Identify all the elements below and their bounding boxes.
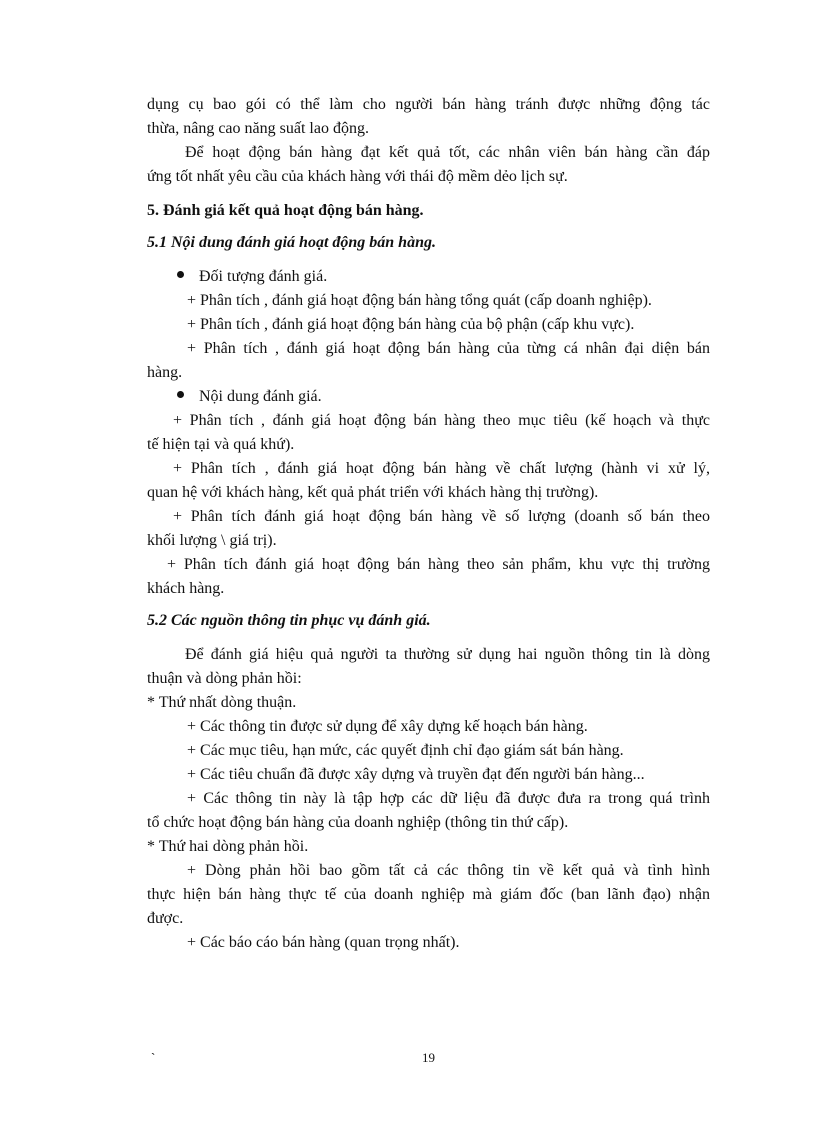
bullet-item: [147, 385, 710, 409]
page-body: [147, 93, 710, 955]
list-item-line-2: tế hiện tại và quá khứ).: [147, 436, 295, 453]
list-item-line-3: được.: [147, 910, 184, 927]
list-item-line-2: thực hiện bán hàng thực tế của doanh nghiệp mà giám đốc (ban lãnh đạo) nhận: [147, 886, 710, 903]
list-item-line-1: + Phân tích đánh giá hoạt động bán hàng về số lượng (doanh số bán theo: [173, 508, 710, 525]
intro-paragraph-2-line-2: ứng tốt nhất yêu cầu của khách hàng với thái độ mềm dẻo lịch sự.: [147, 168, 568, 185]
flow-heading-second: * Thứ hai dòng phản hồi.: [147, 838, 309, 855]
list-item-line-2: hàng.: [147, 364, 183, 381]
intro-paragraph-1-line-1: dụng cụ bao gói có thể làm cho người bán hàng tránh được những động tác: [147, 96, 710, 113]
intro-paragraph-1-line-2: thừa, nâng cao năng suất lao động.: [147, 120, 369, 137]
list-item: + Phân tích , đánh giá hoạt động bán hàng tổng quát (cấp doanh nghiệp).: [187, 292, 652, 309]
section-5-1-heading: 5.1 Nội dung đánh giá hoạt động bán hàng.: [147, 234, 436, 251]
list-item-line-1: + Phân tích đánh giá hoạt động bán hàng theo sản phẩm, khu vực thị trường: [167, 556, 710, 573]
bullet-icon: [177, 391, 184, 398]
list-item-line-1: + Phân tích , đánh giá hoạt động bán hàng của từng cá nhân đại diện bán: [187, 340, 710, 357]
list-item-line-2: quan hệ với khách hàng, kết quả phát triển với khách hàng thị trường).: [147, 484, 599, 501]
list-item-line-2: khối lượng \ giá trị).: [147, 532, 277, 549]
page-footer: [147, 1050, 710, 1074]
footer-mark: `: [151, 1050, 156, 1065]
section-5-2-heading: 5.2 Các nguồn thông tin phục vụ đánh giá.: [147, 612, 431, 629]
intro-paragraph-2-line-1: Để hoạt động bán hàng đạt kết quả tốt, các nhân viên bán hàng cần đáp: [185, 144, 710, 161]
list-item-line-1: + Phân tích , đánh giá hoạt động bán hàng theo mục tiêu (kế hoạch và thực: [173, 412, 710, 429]
flow-heading-first: * Thứ nhất dòng thuận.: [147, 694, 297, 711]
section-5-2-intro-line-2: thuận và dòng phản hồi:: [147, 670, 302, 687]
list-item-line-2: tổ chức hoạt động bán hàng của doanh nghiệp (thông tin thứ cấp).: [147, 814, 569, 831]
list-item-line-1: + Phân tích , đánh giá hoạt động bán hàng về chất lượng (hành vi xử lý,: [173, 460, 710, 477]
page-number: 19: [422, 1050, 435, 1065]
list-item: + Phân tích , đánh giá hoạt động bán hàng của bộ phận (cấp khu vực).: [187, 316, 635, 333]
bullet-item: [147, 265, 710, 289]
list-item: + Các thông tin được sử dụng để xây dựng kế hoạch bán hàng.: [187, 718, 588, 735]
list-item: + Các báo cáo bán hàng (quan trọng nhất).: [187, 934, 460, 951]
bullet-label: Nội dung đánh giá.: [199, 388, 322, 405]
list-item: + Các tiêu chuẩn đã được xây dựng và truyền đạt đến người bán hàng...: [187, 766, 645, 783]
list-item-line-1: + Các thông tin này là tập hợp các dữ liệu đã được đưa ra trong quá trình: [187, 790, 710, 807]
list-item: + Các mục tiêu, hạn mức, các quyết định chỉ đạo giám sát bán hàng.: [187, 742, 624, 759]
section-5-heading: 5. Đánh giá kết quả hoạt động bán hàng.: [147, 202, 424, 219]
list-item-line-2: khách hàng.: [147, 580, 225, 597]
bullet-icon: [177, 271, 184, 278]
bullet-label: Đối tượng đánh giá.: [199, 268, 328, 285]
list-item-line-1: + Dòng phản hồi bao gồm tất cả các thông tin về kết quả và tình hình: [187, 862, 710, 879]
section-5-2-intro-line-1: Để đánh giá hiệu quả người ta thường sử dụng hai nguồn thông tin là dòng: [185, 646, 710, 663]
